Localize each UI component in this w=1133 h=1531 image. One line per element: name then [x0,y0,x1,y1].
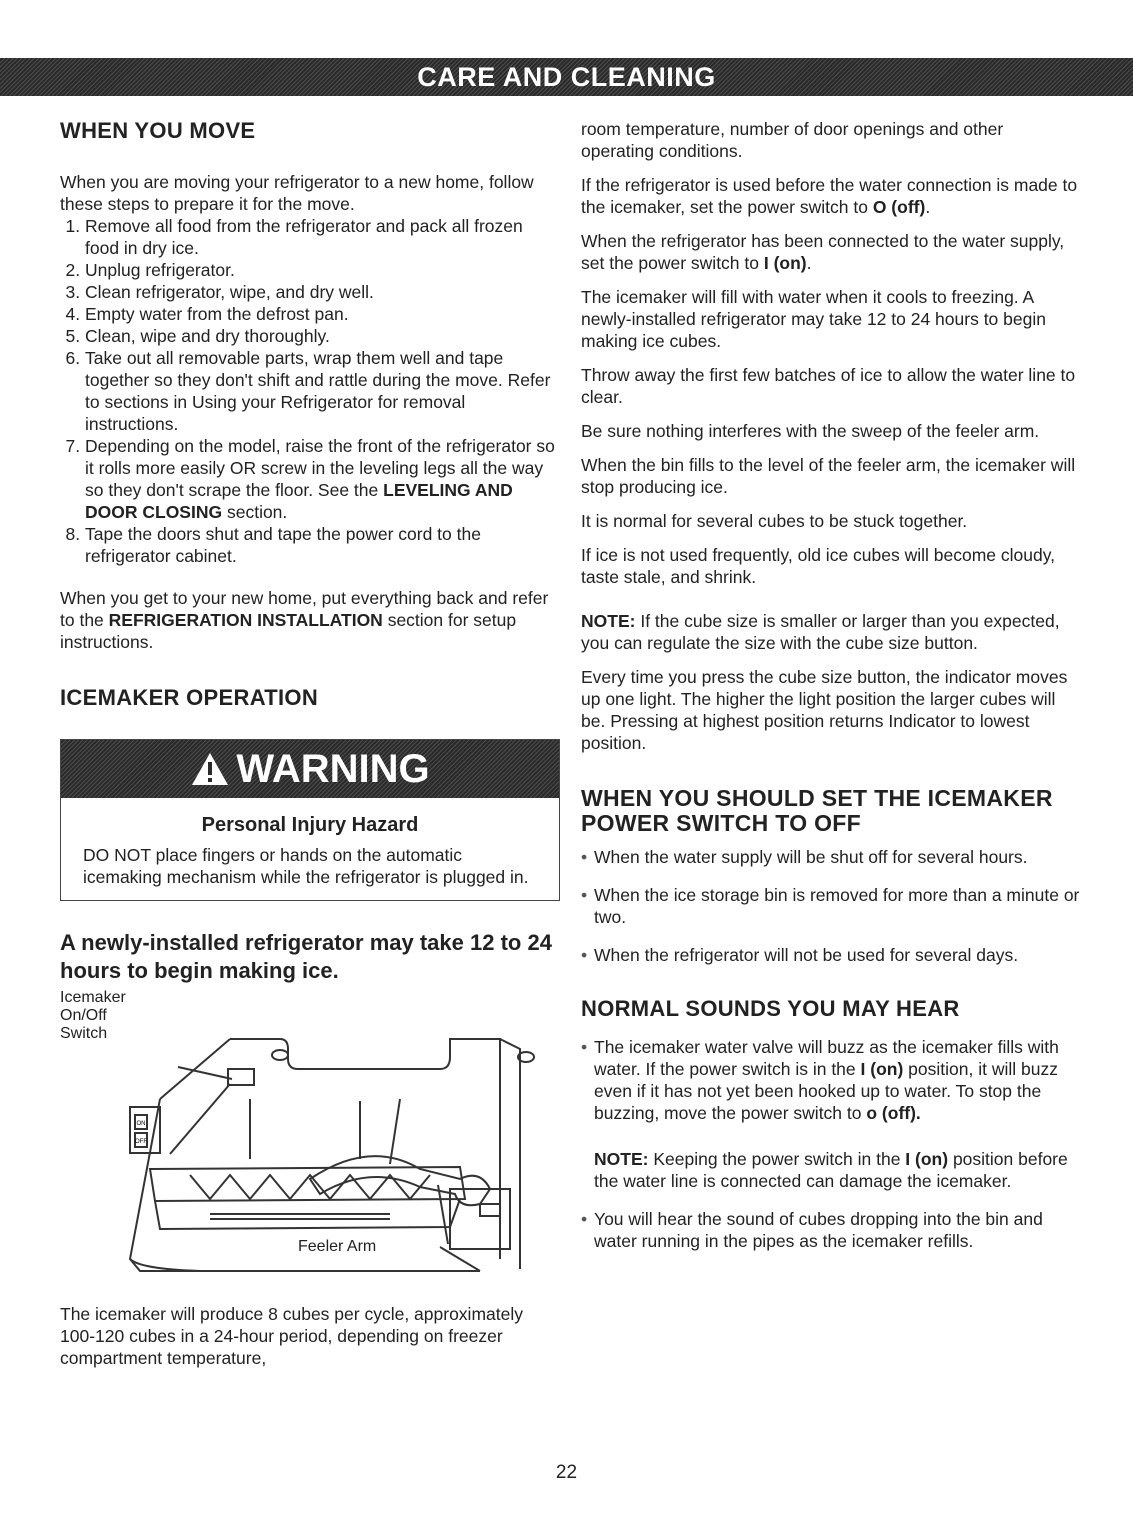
power-before-text: If the refrigerator is used before the water connection is made to the icemaker, set the power switch to [581,175,1078,217]
icemaker-switch-label: Icemaker On/Off Switch [60,989,126,1042]
icemaker-production: The icemaker will produce 8 cubes per cycle, approximately 100-120 cubes in a 24-hour period, depending on freezer compartment temperature, [60,1304,523,1368]
move-step: 8. Tape the doors shut and tape the power cord to the refrigerator cabinet. [85,523,560,567]
left-column [60,118,560,1369]
warning-header [61,740,559,798]
cloudy-cubes-info: If ice is not used frequently, old ice cubes will become cloudy, taste stale, and shrink. [581,545,1056,587]
list-item [581,1036,1081,1124]
warning-box [60,739,560,901]
move-step: 6. Take out all removable parts, wrap them well and tape together so they don't shift and rattle during the move. Refer to sections in Using your Refrigerator for removal instructions. [85,347,560,435]
fill-info: The icemaker will fill with water when it cools to freezing. A newly-installed refrigerator may take 12 to 24 hours to begin making ice cubes. [581,287,1046,351]
move-intro: When you are moving your refrigerator to a new home, follow these steps to prepare it for the move. [60,172,534,214]
power-off-label: O (off) [872,197,926,217]
move-step: 5. Clean, wipe and dry thoroughly. [85,325,560,347]
off-label: o (off). [866,1103,921,1123]
move-step-text: Depending on the model, raise the front of the refrigerator so it rolls more easily OR screw in the leveling legs all the way so they don't scrape the floor. See the [85,436,555,500]
warning-subtitle: Personal Injury Hazard [201,814,419,836]
move-step: 2. Unplug refrigerator. [85,259,560,281]
icemaker-bold-note: A newly-installed refrigerator may take 12 to 24 hours to begin making ice. [60,930,552,983]
power-off-heading: WHEN YOU SHOULD SET THE ICEMAKER POWER SWITCH TO OFF [581,785,1053,836]
icemaker-operation-heading: ICEMAKER OPERATION [60,685,319,710]
feeler-arm-info: Be sure nothing interferes with the sweep of the feeler arm. [581,421,1040,441]
power-after-connection: When the refrigerator has been connected to the water supply, set the power switch to I (on). [581,231,1065,273]
power-off-list [581,846,1081,966]
installation-ref: REFRIGERATION INSTALLATION [108,610,383,630]
sounds-note-c: position before the water line is connected can damage the icemaker. [594,1149,1068,1191]
valve-buzz-text-cont: position, it will buzz even if it has not yet been hooked up to water. To stop the buzzing, move the power switch to [594,1059,1058,1123]
note-label: NOTE: [594,1149,649,1169]
move-closing-a: When you get to your new home, put everything back and refer to the [60,588,549,630]
warning-text: DO NOT place fingers or hands on the automatic icemaking mechanism while the refrigerator is plugged in. [83,845,529,887]
section-banner [0,58,1133,96]
bin-full-info: When the bin fills to the level of the feeler arm, the icemaker will stop producing ice. [581,455,1076,497]
switch-off-mark: OFF [135,1139,147,1145]
move-steps [60,215,560,567]
move-step: 4. Empty water from the defrost pan. [85,303,560,325]
cube-size-indicator-info: Every time you press the cube size button, the indicator moves up one light. The higher the light position the larger cubes will be. Pressing at highest position returns Indicator to lowest position. [581,667,1068,753]
valve-buzz-text: The icemaker water valve will buzz as the icemaker fills with water. If the power switch is in the [594,1037,1059,1079]
sounds-list [581,1036,1081,1124]
move-step [85,435,560,523]
on-label: I (on) [860,1059,904,1079]
switch-on-mark: ON [136,1121,146,1127]
move-step: 3. Clean refrigerator, wipe, and dry well. [85,281,560,303]
list-item: • When the refrigerator will not be used for several days. [581,944,1081,966]
icemaker-figure [60,989,560,1289]
normal-sounds-heading: NORMAL SOUNDS YOU MAY HEAR [581,996,960,1021]
cube-size-note-text: If the cube size is smaller or larger than you expected, you can regulate the size with the cube size button. [581,611,1060,653]
warning-triangle-icon [190,751,230,787]
sounds-note [581,1148,1081,1192]
list-item: • When the ice storage bin is removed for more than a minute or two. [581,884,1081,928]
move-closing-b: section for setup instructions. [60,610,517,652]
leveling-ref: LEVELING AND DOOR CLOSING [85,480,513,522]
right-column [581,118,1081,1252]
sounds-note-a: Keeping the power switch in the [653,1149,901,1169]
stuck-cubes-info: It is normal for several cubes to be stuck together. [581,511,968,531]
move-step-end: section. [226,502,288,522]
note-label: NOTE: [581,611,636,631]
list-item: • When the water supply will be shut off for several hours. [581,846,1081,868]
banner-title: CARE AND CLEANING [417,61,716,92]
cube-size-note [581,610,1081,654]
move-step: 1. Remove all food from the refrigerator and pack all frozen food in dry ice. [85,215,560,259]
feeler-arm-label: Feeler Arm [298,1238,377,1255]
power-before-connection: If the refrigerator is used before the water connection is made to the icemaker, set the power switch to O (off). [581,175,1078,217]
throw-away-info: Throw away the first few batches of ice to allow the water line to clear. [581,365,1076,407]
power-on-label: I (on) [763,253,807,273]
when-you-move-heading: WHEN YOU MOVE [60,118,256,143]
move-closing [60,587,560,653]
page-number: 22 [555,1462,578,1483]
warning-title: WARNING [236,747,430,791]
sounds-list-2 [581,1208,1081,1252]
power-after-text: When the refrigerator has been connected to the water supply, set the power switch to [581,231,1065,273]
on-label: I (on) [905,1149,949,1169]
list-item: • You will hear the sound of cubes dropping into the bin and water running in the pipes as the icemaker refills. [581,1208,1081,1252]
operation-continued: room temperature, number of door openings and other operating conditions. [581,119,1004,161]
